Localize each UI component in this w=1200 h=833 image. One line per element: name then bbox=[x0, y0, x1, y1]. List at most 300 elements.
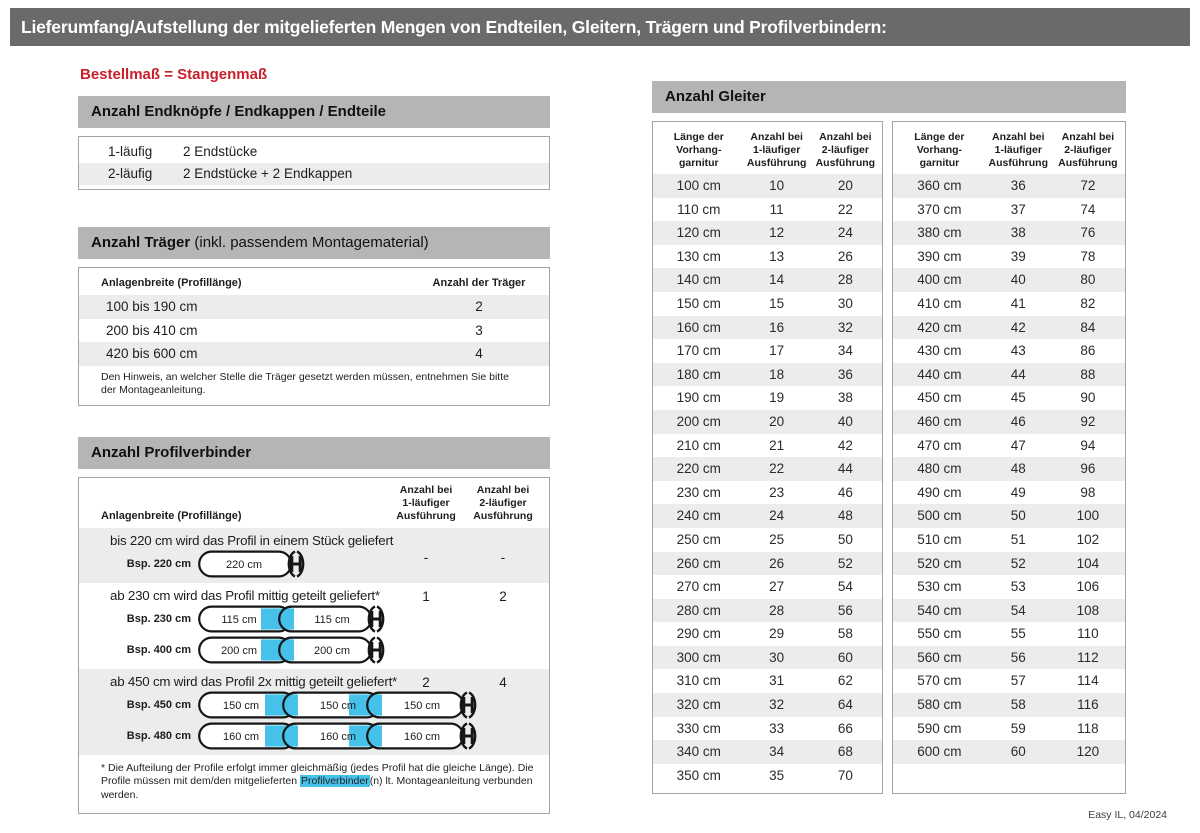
gliders-1-run: 30 bbox=[769, 649, 785, 665]
header-line: Anzahl bei bbox=[992, 131, 1045, 143]
footnote-highlight: Profilverbinder bbox=[301, 775, 369, 787]
gliders-1-run: 33 bbox=[769, 720, 785, 736]
table-row bbox=[653, 669, 882, 693]
footnote-text: (n) lt. Montageanleitung verbunden werden. bbox=[101, 775, 533, 801]
gliders-1-run: 29 bbox=[769, 626, 785, 642]
table-row bbox=[653, 764, 882, 788]
width-range: 100 bis 190 cm bbox=[106, 299, 198, 314]
profile-connector-mark bbox=[265, 725, 298, 746]
table-row bbox=[893, 693, 1125, 717]
gliders-2-run: 58 bbox=[837, 626, 853, 642]
table-row bbox=[893, 528, 1125, 552]
table-row bbox=[653, 268, 882, 292]
gliders-1-run: 22 bbox=[769, 461, 785, 477]
curtain-length: 480 cm bbox=[917, 461, 962, 477]
traeger-table bbox=[78, 267, 550, 406]
document-version-label: Easy IL, 04/2024 bbox=[1088, 809, 1167, 821]
gliders-2-run: 54 bbox=[837, 579, 853, 595]
curtain-length: 240 cm bbox=[676, 508, 721, 524]
table-row bbox=[653, 339, 882, 363]
table-row bbox=[653, 646, 882, 670]
example-row bbox=[79, 690, 549, 720]
table-row bbox=[893, 198, 1125, 222]
gliders-2-run: 60 bbox=[837, 649, 853, 665]
table-row bbox=[893, 410, 1125, 434]
gliders-1-run: 45 bbox=[1010, 390, 1026, 406]
header-line: Anzahl bei bbox=[476, 483, 530, 496]
header-line: 2-läufiger bbox=[479, 496, 527, 509]
table-row bbox=[653, 434, 882, 458]
curtain-length: 270 cm bbox=[676, 579, 721, 595]
profile-rod-diagram bbox=[198, 550, 309, 578]
table-row bbox=[653, 552, 882, 576]
bracket-count: 2 bbox=[475, 299, 483, 314]
profil-col3-header bbox=[463, 484, 543, 523]
gliders-2-run: 110 bbox=[1077, 626, 1099, 642]
gliders-1-run: 26 bbox=[769, 555, 785, 571]
example-length-label: Bsp. 480 cm bbox=[126, 729, 191, 742]
curtain-length: 360 cm bbox=[917, 178, 962, 193]
header-line: Ausführung bbox=[988, 157, 1049, 169]
header-line: Länge der bbox=[673, 131, 724, 143]
gliders-2-run: 92 bbox=[1080, 413, 1096, 429]
gliders-1-run: 51 bbox=[1010, 531, 1026, 547]
curtain-length: 510 cm bbox=[917, 531, 962, 547]
table-row bbox=[893, 363, 1125, 387]
gliders-1-run: 10 bbox=[769, 178, 785, 193]
header-line: Anzahl bei bbox=[819, 131, 872, 143]
gliders-2-run: 80 bbox=[1080, 272, 1096, 288]
gliders-2-run: 56 bbox=[837, 602, 853, 618]
endteile-rows bbox=[79, 141, 549, 185]
curtain-length: 570 cm bbox=[917, 673, 962, 689]
gliders-2-run: 28 bbox=[837, 272, 853, 288]
table-row bbox=[893, 245, 1125, 269]
curtain-length: 420 cm bbox=[917, 319, 962, 335]
profilverbinder-column-headers bbox=[79, 478, 549, 528]
svg-text:150 cm: 150 cm bbox=[222, 699, 260, 712]
gliders-1-run: 39 bbox=[1010, 248, 1026, 264]
curtain-length: 130 cm bbox=[676, 248, 721, 264]
note-line: Den Hinweis, an welcher Stelle die Träger gesetzt werden müssen, entnehmen Sie bitte bbox=[101, 370, 509, 383]
table-row bbox=[893, 174, 1125, 198]
gliders-1-run: 11 bbox=[769, 201, 784, 217]
profil-col1-header: Anlagenbreite (Profillänge) bbox=[101, 509, 242, 522]
table-row bbox=[653, 622, 882, 646]
gliders-2-run: 42 bbox=[837, 437, 853, 453]
curtain-length: 170 cm bbox=[676, 343, 721, 359]
curtain-length: 370 cm bbox=[917, 201, 962, 217]
table-row bbox=[653, 693, 882, 717]
gliders-1-run: 18 bbox=[769, 366, 785, 382]
gliders-2-run: 62 bbox=[837, 673, 853, 689]
curtain-length: 520 cm bbox=[917, 555, 962, 571]
example-rod bbox=[198, 550, 309, 578]
table-row bbox=[893, 457, 1125, 481]
svg-text:160 cm: 160 cm bbox=[403, 730, 441, 743]
gliders-2-run: 24 bbox=[837, 225, 853, 241]
gliders-2-run: 94 bbox=[1080, 437, 1096, 453]
gleiter-col-header bbox=[1051, 131, 1125, 174]
curtain-length: 380 cm bbox=[917, 225, 962, 241]
section-header-profilverbinder: Anzahl Profilverbinder bbox=[78, 437, 550, 469]
header-line: 2-läufiger bbox=[821, 144, 869, 156]
curtain-length: 470 cm bbox=[917, 437, 962, 453]
curtain-length: 250 cm bbox=[676, 531, 721, 547]
order-measure-note: Bestellmaß = Stangenmaß bbox=[80, 66, 268, 83]
gleiter-column-headers bbox=[893, 122, 1125, 174]
profile-delivery-row bbox=[79, 669, 549, 755]
table-row bbox=[653, 245, 882, 269]
table-row bbox=[653, 599, 882, 623]
header-line: 2-läufiger bbox=[1064, 144, 1112, 156]
gliders-2-run: 108 bbox=[1076, 602, 1100, 618]
header-line: Ausführung bbox=[815, 157, 876, 169]
gliders-1-run: 13 bbox=[769, 248, 785, 264]
gliders-2-run: 96 bbox=[1080, 461, 1096, 477]
gliders-2-run: 44 bbox=[837, 461, 853, 477]
profil-rows bbox=[79, 528, 549, 755]
example-length-label: Bsp. 230 cm bbox=[126, 612, 191, 625]
gliders-2-run: 104 bbox=[1076, 555, 1100, 571]
curtain-length: 450 cm bbox=[917, 390, 962, 406]
gliders-2-run: 98 bbox=[1080, 484, 1096, 500]
table-row bbox=[79, 319, 549, 343]
curtain-length: 310 cm bbox=[676, 673, 721, 689]
curtain-length: 550 cm bbox=[917, 626, 962, 642]
width-range: 420 bis 600 cm bbox=[106, 346, 198, 361]
note-line: der Montageanleitung. bbox=[101, 383, 206, 396]
curtain-length: 300 cm bbox=[676, 649, 721, 665]
gliders-1-run: 59 bbox=[1010, 720, 1026, 736]
gliders-2-run: 36 bbox=[837, 366, 853, 382]
gliders-2-run: 82 bbox=[1080, 295, 1096, 311]
header-line: Ausführung bbox=[1058, 157, 1118, 169]
profil-footnote bbox=[79, 755, 549, 812]
table-row bbox=[653, 316, 882, 340]
curtain-length: 110 cm bbox=[677, 201, 721, 217]
table-row bbox=[653, 363, 882, 387]
count-1-run: - bbox=[423, 549, 429, 565]
header-line: garnitur bbox=[919, 157, 960, 169]
svg-text:115 cm: 115 cm bbox=[314, 613, 350, 626]
table-row bbox=[653, 410, 882, 434]
gliders-2-run: 40 bbox=[837, 413, 853, 429]
table-row bbox=[893, 221, 1125, 245]
curtain-length: 590 cm bbox=[917, 720, 962, 736]
run-type-label: 2-läufig bbox=[108, 166, 153, 181]
example-rod bbox=[198, 722, 481, 750]
gliders-2-run: 50 bbox=[837, 531, 853, 547]
curtain-length: 600 cm bbox=[917, 744, 962, 760]
gleiter-col-header bbox=[809, 131, 882, 174]
curtain-length: 100 cm bbox=[676, 178, 721, 193]
gliders-2-run: 112 bbox=[1077, 649, 1099, 665]
curtain-length: 320 cm bbox=[676, 697, 721, 713]
gliders-1-run: 38 bbox=[1010, 225, 1026, 241]
profile-rod-diagram bbox=[198, 722, 481, 750]
header-line: Anzahl bei bbox=[1061, 131, 1115, 143]
gliders-1-run: 49 bbox=[1010, 484, 1026, 500]
bracket-count: 4 bbox=[475, 346, 483, 361]
gleiter-tables bbox=[652, 121, 1126, 794]
curtain-length: 330 cm bbox=[676, 720, 721, 736]
gliders-2-run: 20 bbox=[837, 178, 853, 193]
gliders-2-run: 34 bbox=[837, 343, 853, 359]
curtain-length: 220 cm bbox=[676, 461, 721, 477]
table-row bbox=[893, 552, 1125, 576]
curtain-length: 200 cm bbox=[676, 413, 721, 429]
curtain-length: 140 cm bbox=[676, 272, 721, 288]
gliders-1-run: 12 bbox=[769, 225, 785, 241]
header-line: 1-läufiger bbox=[753, 144, 801, 156]
header-line: Ausführung bbox=[746, 157, 807, 169]
gliders-2-run: 32 bbox=[837, 319, 853, 335]
gliders-2-run: 22 bbox=[837, 201, 853, 217]
table-row bbox=[893, 268, 1125, 292]
svg-text:150 cm: 150 cm bbox=[403, 699, 441, 712]
table-row bbox=[79, 163, 549, 185]
traeger-column-headers bbox=[79, 272, 549, 295]
gliders-2-run: 38 bbox=[837, 390, 853, 406]
gliders-2-run: 26 bbox=[837, 248, 853, 264]
header-line: Ausführung bbox=[473, 509, 533, 522]
curtain-length: 430 cm bbox=[917, 343, 962, 359]
gliders-1-run: 23 bbox=[769, 484, 785, 500]
table-row bbox=[79, 295, 549, 319]
left-column bbox=[78, 62, 550, 814]
example-rod bbox=[198, 605, 389, 633]
profile-connector-mark bbox=[261, 639, 294, 660]
profilverbinder-table bbox=[78, 477, 550, 815]
table-row bbox=[893, 504, 1125, 528]
table-row bbox=[653, 221, 882, 245]
gliders-1-run: 14 bbox=[769, 272, 785, 288]
table-row bbox=[653, 198, 882, 222]
page-title: Lieferumfang/Aufstellung der mitgelieferten Mengen von Endteilen, Gleitern, Trägern und Profilverbindern: bbox=[10, 8, 1190, 46]
traeger-col2-header: Anzahl der Träger bbox=[432, 277, 526, 289]
gliders-2-run: 84 bbox=[1080, 319, 1096, 335]
table-row bbox=[893, 599, 1125, 623]
curtain-length: 340 cm bbox=[676, 744, 721, 760]
gliders-1-run: 41 bbox=[1010, 295, 1026, 311]
table-row bbox=[653, 481, 882, 505]
curtain-length: 410 cm bbox=[917, 295, 962, 311]
gliders-2-run: 90 bbox=[1080, 390, 1096, 406]
profil-col2-header bbox=[386, 484, 466, 523]
example-rod bbox=[198, 636, 389, 664]
curtain-length: 210 cm bbox=[676, 437, 721, 453]
curtain-length: 180 cm bbox=[676, 366, 721, 382]
gliders-2-run: 66 bbox=[837, 720, 853, 736]
curtain-length: 120 cm bbox=[676, 225, 721, 241]
gliders-1-run: 20 bbox=[769, 413, 785, 429]
run-type-label: 1-läufig bbox=[108, 144, 153, 159]
gliders-2-run: 118 bbox=[1077, 720, 1099, 736]
profile-rod-diagram bbox=[198, 605, 389, 633]
gliders-1-run: 32 bbox=[769, 697, 785, 713]
svg-text:160 cm: 160 cm bbox=[222, 730, 260, 743]
gliders-1-run: 42 bbox=[1010, 319, 1026, 335]
table-row bbox=[893, 646, 1125, 670]
gliders-1-run: 48 bbox=[1010, 461, 1026, 477]
curtain-length: 460 cm bbox=[917, 413, 962, 429]
curtain-length: 400 cm bbox=[917, 272, 962, 288]
gliders-1-run: 47 bbox=[1010, 437, 1026, 453]
gliders-1-run: 57 bbox=[1010, 673, 1026, 689]
curtain-length: 540 cm bbox=[917, 602, 962, 618]
curtain-length: 530 cm bbox=[917, 579, 962, 595]
table-row bbox=[653, 740, 882, 764]
count-2-run: - bbox=[500, 549, 506, 565]
gliders-1-run: 25 bbox=[769, 531, 785, 547]
example-row bbox=[79, 721, 549, 751]
header-line: 1-läufiger bbox=[994, 144, 1042, 156]
gliders-1-run: 46 bbox=[1010, 413, 1026, 429]
header-line: Vorhang- bbox=[676, 144, 722, 156]
example-length-label: Bsp. 220 cm bbox=[126, 557, 191, 570]
gliders-2-run: 52 bbox=[837, 555, 853, 571]
curtain-length: 150 cm bbox=[676, 295, 721, 311]
profile-rod-diagram bbox=[198, 636, 389, 664]
traeger-rows bbox=[79, 295, 549, 366]
table-row bbox=[653, 174, 882, 198]
example-length-label: Bsp. 400 cm bbox=[126, 643, 191, 656]
gliders-2-run: 88 bbox=[1080, 366, 1096, 382]
gliders-1-run: 24 bbox=[769, 508, 785, 524]
delivery-rule-text: bis 220 cm wird das Profil in einem Stück geliefert bbox=[110, 532, 394, 548]
table-row bbox=[653, 717, 882, 741]
gliders-1-run: 60 bbox=[1010, 744, 1026, 760]
gliders-1-run: 21 bbox=[769, 437, 785, 453]
count-1-run: 1 bbox=[422, 588, 430, 604]
gliders-1-run: 53 bbox=[1010, 579, 1026, 595]
count-2-run: 2 bbox=[499, 588, 507, 604]
gleiter-col-header bbox=[745, 131, 809, 174]
table-row bbox=[653, 292, 882, 316]
right-column bbox=[652, 81, 1126, 794]
endteile-table bbox=[78, 136, 550, 190]
gliders-2-run: 46 bbox=[837, 484, 853, 500]
curtain-length: 290 cm bbox=[676, 626, 721, 642]
profile-delivery-row bbox=[79, 583, 549, 669]
gliders-1-run: 43 bbox=[1010, 343, 1026, 359]
gleiter-col-header bbox=[893, 131, 986, 174]
gliders-2-run: 30 bbox=[837, 295, 853, 311]
gliders-2-run: 74 bbox=[1080, 201, 1096, 217]
width-range: 200 bis 410 cm bbox=[106, 322, 198, 338]
svg-text:160 cm: 160 cm bbox=[319, 730, 357, 743]
gleiter-col-header bbox=[986, 131, 1051, 174]
gliders-2-run: 100 bbox=[1076, 508, 1100, 524]
gliders-1-run: 31 bbox=[769, 673, 785, 689]
profile-rod-diagram bbox=[198, 691, 481, 719]
gliders-1-run: 16 bbox=[769, 319, 785, 335]
curtain-length: 280 cm bbox=[676, 602, 721, 618]
header-line: Anzahl bei bbox=[750, 131, 803, 143]
section-header-endteile: Anzahl Endknöpfe / Endkappen / Endteile bbox=[78, 96, 550, 128]
gliders-1-run: 52 bbox=[1010, 555, 1026, 571]
end-pieces-value: 2 Endstücke bbox=[183, 144, 258, 159]
bracket-count: 3 bbox=[475, 322, 483, 338]
gliders-1-run: 36 bbox=[1010, 178, 1026, 193]
gliders-1-run: 19 bbox=[769, 390, 785, 406]
end-pieces-value: 2 Endstücke + 2 Endkappen bbox=[183, 166, 353, 181]
header-line: Vorhang- bbox=[916, 144, 963, 156]
gliders-1-run: 27 bbox=[769, 579, 785, 595]
gleiter-table-1 bbox=[652, 121, 883, 794]
profile-connector-mark bbox=[261, 608, 294, 629]
gliders-2-run: 102 bbox=[1076, 531, 1100, 547]
traeger-title-rest: (inkl. passendem Montagematerial) bbox=[190, 234, 429, 251]
traeger-note bbox=[79, 366, 549, 405]
gliders-2-run: 72 bbox=[1080, 178, 1096, 193]
table-row bbox=[893, 717, 1125, 741]
gliders-1-run: 15 bbox=[769, 295, 785, 311]
curtain-length: 560 cm bbox=[917, 649, 962, 665]
gliders-1-run: 55 bbox=[1010, 626, 1026, 642]
curtain-length: 160 cm bbox=[676, 319, 721, 335]
gliders-1-run: 40 bbox=[1010, 272, 1026, 288]
curtain-length: 440 cm bbox=[917, 366, 962, 382]
count-2-run: 4 bbox=[499, 674, 507, 690]
table-row bbox=[893, 740, 1125, 764]
header-line: 1-läufiger bbox=[402, 496, 450, 509]
example-rod bbox=[198, 691, 481, 719]
gliders-2-run: 76 bbox=[1080, 225, 1096, 241]
gleiter-col-header bbox=[653, 131, 745, 174]
gliders-1-run: 28 bbox=[769, 602, 785, 618]
svg-text:150 cm: 150 cm bbox=[319, 699, 357, 712]
example-row bbox=[79, 604, 549, 634]
section-header-traeger bbox=[78, 227, 550, 259]
profile-connector-mark bbox=[265, 694, 298, 715]
traeger-title-bold: Anzahl Träger bbox=[91, 234, 191, 251]
gliders-2-run: 64 bbox=[837, 697, 853, 713]
curtain-length: 190 cm bbox=[676, 390, 721, 406]
svg-text:220 cm: 220 cm bbox=[225, 558, 263, 571]
table-row bbox=[79, 342, 549, 366]
table-row bbox=[653, 457, 882, 481]
gleiter-table-2 bbox=[892, 121, 1126, 794]
table-row bbox=[893, 575, 1125, 599]
gliders-1-run: 35 bbox=[769, 767, 785, 783]
gliders-1-run: 56 bbox=[1010, 649, 1026, 665]
table-row bbox=[653, 528, 882, 552]
curtain-length: 390 cm bbox=[917, 248, 962, 264]
table-row bbox=[893, 292, 1125, 316]
gliders-2-run: 48 bbox=[837, 508, 853, 524]
gliders-2-run: 116 bbox=[1077, 697, 1099, 713]
curtain-length: 500 cm bbox=[917, 508, 962, 524]
gliders-1-run: 17 bbox=[769, 343, 785, 359]
curtain-length: 260 cm bbox=[676, 555, 721, 571]
header-line: Länge der bbox=[914, 131, 965, 143]
svg-text:115 cm: 115 cm bbox=[221, 613, 257, 626]
gliders-2-run: 78 bbox=[1080, 248, 1096, 264]
gliders-2-run: 68 bbox=[837, 744, 853, 760]
count-1-run: 2 bbox=[422, 674, 430, 690]
curtain-length: 490 cm bbox=[917, 484, 962, 500]
svg-text:200 cm: 200 cm bbox=[313, 644, 351, 657]
curtain-length: 350 cm bbox=[676, 767, 721, 783]
profile-delivery-row bbox=[79, 528, 549, 583]
svg-text:200 cm: 200 cm bbox=[220, 644, 258, 657]
gliders-1-run: 44 bbox=[1010, 366, 1026, 382]
table-row bbox=[893, 622, 1125, 646]
gliders-2-run: 114 bbox=[1077, 673, 1099, 689]
gliders-2-run: 86 bbox=[1080, 343, 1096, 359]
